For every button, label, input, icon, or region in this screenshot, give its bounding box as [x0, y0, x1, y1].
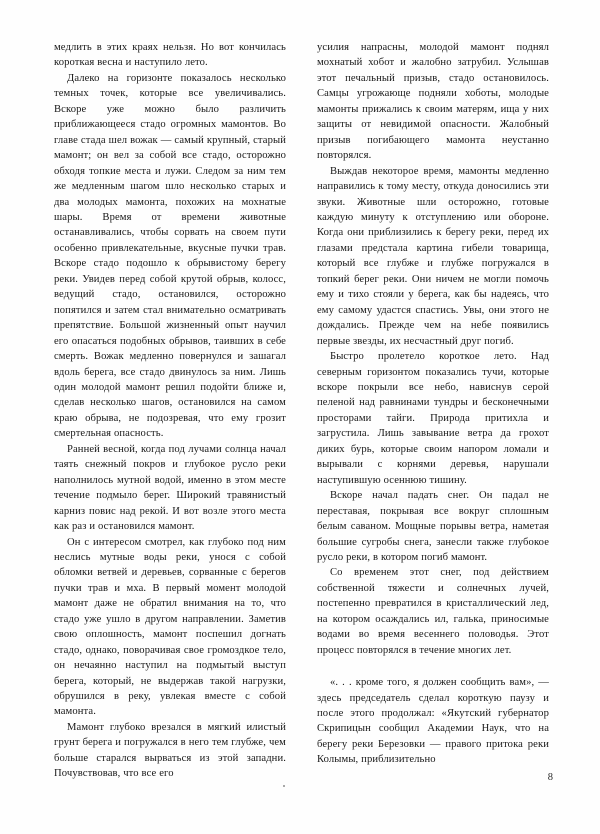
page-number: 8	[547, 772, 553, 783]
paragraph: медлить в этих краях нельзя. Но вот кончилась короткая весна и наступило лето.	[54, 42, 286, 69]
left-column	[54, 40, 286, 780]
paragraph: Вскоре начал падать снег. Он падал не переставая, покрывая все вокруг сплошным белым саваном. Мощные порывы ветра, наметая большие сугробы снега, занесли также глубокое русло реки, в котором погиб мамонт.	[317, 490, 549, 563]
text-columns	[54, 40, 549, 780]
paragraph: Далеко на горизонте показалось несколько темных точек, которые все увеличивались. Вскоре уже можно было различить приближающееся стадо огромных мамонтов. Во главе стада шел вожак — самый крупный, старый мамонт; он вел за собой все стадо, осторожно обходя топкие места и лужи. Следом за ним тем же медленным шагом шло несколько старых и два молодых мамонта, похожих на мохнатые шары. Время от времени животные останавливались, чтобы сорвать на своем пути особенно привлекательные, вкусные пучки трав. Вскоре стадо подошло к обрывистому берегу реки. Увидев перед собой крутой обрыв, колосс, ведущий стадо, остановился, осторожно попятился и затем стал внимательно осматривать препятствие. Большой жизненный опыт научил его опасаться подобных обрывов, таивших в себе смерть. Вожак медленно повернулся и зашагал вдоль берега, все стадо двинулось за ним. Лишь один молодой мамонт решил подойти ближе и, сделав несколько шагов, остановился на самом краю обрыва, не подозревая, что ему грозит смертельная опасность.	[54, 72, 286, 440]
paragraph: усилия напрасны, молодой мамонт поднял мохнатый хобот и жалобно затрубил. Услышав этот печальный призыв, стадо остановилось. Самцы угрожающе подняли хоботы, молодые мамонты прижались к своим матерям, ища у них защиты от невидимой опасности. Жалобный призыв погибающего мамонта неустанно повторялся.	[317, 42, 549, 162]
paragraph: Выждав некоторое время, мамонты медленно направились к тому месту, откуда доносились эти звуки. Животные шли осторожно, готовые каждую минуту к отступлению или обороне. Когда они приблизились к берегу реки, перед их глазами предстала картина гибели товарища, который все глубже и глубже погружался в топкий берег реки. Они ничем не могли помочь ему и тихо стояли у берега, как бы надеясь, что ему самому удастся спастись. Увы, они этого не дождались. Прежде чем на небе появились первые звезды, их несчастный друг погиб.	[317, 165, 549, 347]
paragraph: Со временем этот снег, под действием собственной тяжести и солнечных лучей, постепенно превратился в кристаллический лед, на котором осаждались ил, галька, приносимые водами во время весеннего половодья. Этот процесс повторялся в течение многих лет.	[317, 567, 549, 656]
paragraph: Ранней весной, когда под лучами солнца начал таять снежный покров и глубокое русло реки наполнилось мутной водой, именно в этом месте течение подмыло берег. Широкий травянистый карниз повис над рекой. И вот возле этого места как раз и остановился мамонт.	[54, 443, 286, 533]
paragraph: Мамонт глубоко врезался в мягкий илистый грунт берега и погружался в него тем глубже, чем больше старался вырваться из этой западни. Почувствовав, что все его	[54, 721, 286, 780]
paragraph-quote: «. . . кроме того, я должен сообщить вам», — здесь председатель сделал короткую паузу и после этого продолжал: «Якутский губернатор Скрипицын сообщил Академии Наук, что на берегу реки Березовки — правого притока реки Колымы, приблизительно	[317, 677, 549, 766]
right-column	[317, 40, 549, 766]
scan-artifact-speck	[283, 785, 285, 787]
paragraph: Быстро пролетело короткое лето. Над северным горизонтом показались тучи, которые вскоре покрыли все небо, нависнув серой пеленой над равнинами тундры и бесконечными просторами тайги. Природа притихла и загрустила. Лишь завывание ветра да грохот диких бурь, которые своим напором ломали и вырывали с корнями деревья, нарушали наступившую осеннюю тишину.	[317, 351, 549, 486]
paragraph: Он с интересом смотрел, как глубоко под ним неслись мутные воды реки, унося с собой обломки ветвей и деревьев, сорванные с берегов пучки трав и мха. В первый момент молодой мамонт даже не обратил внимания на то, что стадо уже ушло в другом направлении. Заметив свою оплошность, мамонт поспешил догнать стадо, однако, поворачивая свое громоздкое тело, он нечаянно наступил на подмытый выступ берега, который, не выдержав такой нагрузки, обрушился в реку, увлекая вместе с собой мамонта.	[54, 536, 286, 718]
